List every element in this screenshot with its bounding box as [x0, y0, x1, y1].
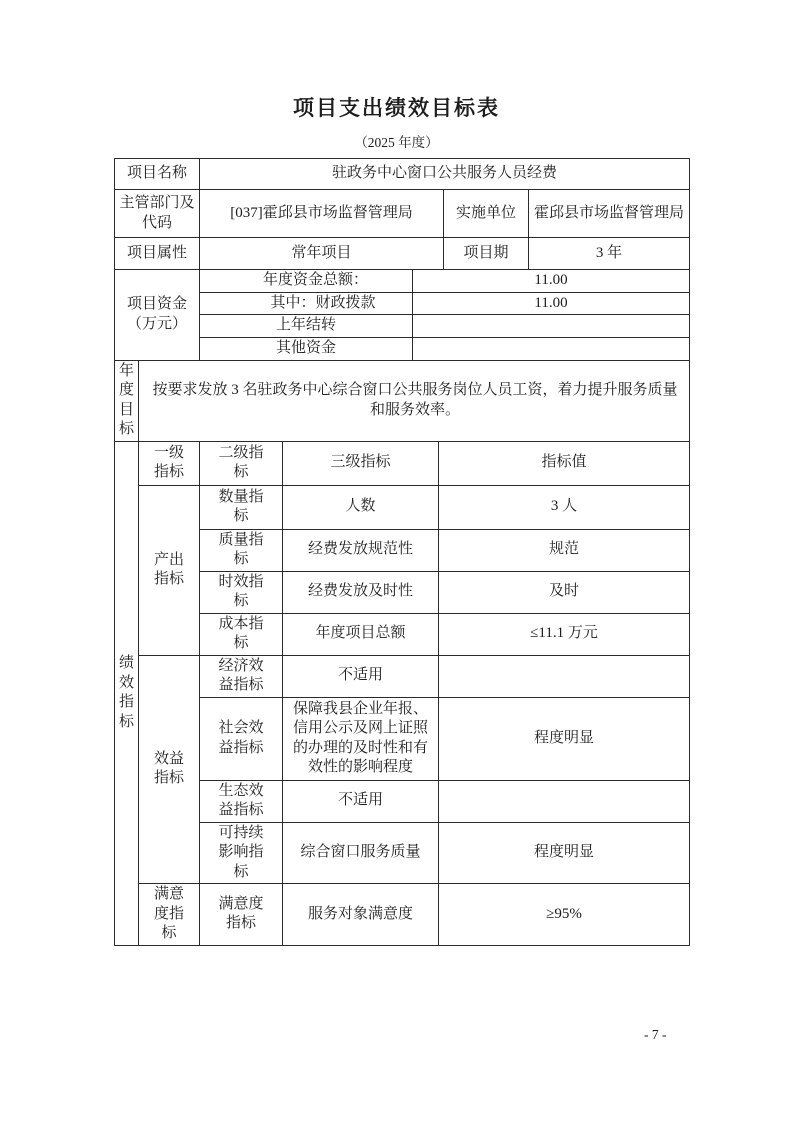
level2-cell: 质量指标 — [200, 529, 283, 571]
level3-cell: 保障我县企业年报、信用公示及网上证照的办理的及时性和有效性的影响程度 — [283, 697, 439, 780]
indicator-value-cell: ≥95% — [439, 884, 690, 946]
table-row — [115, 270, 690, 293]
funds-row-value: 11.00 — [413, 270, 690, 293]
attribute-value: 常年项目 — [200, 238, 444, 270]
header-value: 指标值 — [439, 441, 690, 485]
annual-goal-text: 按要求发放 3 名驻政务中心综合窗口公共服务岗位人员工资，着力提升服务质量和服务效率。 — [139, 360, 690, 441]
funds-row-name: 其他资金 — [200, 338, 413, 361]
level3-cell: 经费发放及时性 — [283, 571, 439, 613]
table-row — [115, 822, 690, 884]
table-row — [115, 529, 690, 571]
level2-cell: 可持续影响指标 — [200, 822, 283, 884]
indicator-value-cell: 程度明显 — [439, 697, 690, 780]
level2-cell: 成本指标 — [200, 613, 283, 655]
table-row — [115, 190, 690, 238]
header-level2: 二级指标 — [200, 441, 283, 485]
table-row — [115, 571, 690, 613]
project-name-label: 项目名称 — [115, 159, 200, 190]
table-row — [115, 315, 690, 338]
impl-unit-label: 实施单位 — [444, 190, 529, 238]
level3-cell: 服务对象满意度 — [283, 884, 439, 946]
project-name-value: 驻政务中心窗口公共服务人员经费 — [200, 159, 690, 190]
indicator-value-cell: 3 人 — [439, 485, 690, 529]
funds-row-name: 年度资金总额： — [200, 270, 413, 293]
level2-cell: 数量指标 — [200, 485, 283, 529]
level2-cell: 经济效益指标 — [200, 655, 283, 697]
table-row — [115, 338, 690, 361]
level2-cell: 社会效益指标 — [200, 697, 283, 780]
annual-goal-label: 年度目标 — [115, 360, 139, 441]
performance-label: 绩效指标 — [115, 441, 139, 945]
page-title: 项目支出绩效目标表 — [293, 96, 500, 120]
table-row — [115, 613, 690, 655]
table-row — [115, 655, 690, 697]
indicator-value-cell — [439, 655, 690, 697]
level3-cell: 经费发放规范性 — [283, 529, 439, 571]
level3-cell: 人数 — [283, 485, 439, 529]
dept-value: [037]霍邱县市场监督管理局 — [200, 190, 444, 238]
indicator-value-cell — [439, 780, 690, 822]
table-row — [115, 159, 690, 190]
funds-row-value: 11.00 — [413, 292, 690, 315]
level1-satisfaction: 满意度指标 — [139, 884, 200, 946]
period-value: 3 年 — [529, 238, 690, 270]
level3-cell: 综合窗口服务质量 — [283, 822, 439, 884]
table-row — [115, 292, 690, 315]
header-level3: 三级指标 — [283, 441, 439, 485]
indicator-value-cell: 程度明显 — [439, 822, 690, 884]
level2-cell: 时效指标 — [200, 571, 283, 613]
funds-label: 项目资金（万元） — [115, 270, 200, 361]
table-row — [115, 485, 690, 529]
table-row — [115, 884, 690, 946]
funds-row-name: 其中：财政拨款 — [200, 292, 413, 315]
level3-cell: 年度项目总额 — [283, 613, 439, 655]
impl-unit-value: 霍邱县市场监督管理局 — [529, 190, 690, 238]
level3-cell: 不适用 — [283, 780, 439, 822]
level1-benefit: 效益指标 — [139, 655, 200, 884]
performance-target-table — [114, 158, 690, 946]
indicator-value-cell: 及时 — [439, 571, 690, 613]
funds-row-value — [413, 315, 690, 338]
funds-row-name: 上年结转 — [200, 315, 413, 338]
table-row — [115, 441, 690, 485]
dept-label: 主管部门及代码 — [115, 190, 200, 238]
level1-output: 产出指标 — [139, 485, 200, 655]
page-subtitle: （2025 年度） — [354, 135, 439, 150]
attribute-label: 项目属性 — [115, 238, 200, 270]
level2-cell: 生态效益指标 — [200, 780, 283, 822]
funds-row-value — [413, 338, 690, 361]
table-row — [115, 780, 690, 822]
period-label: 项目期 — [444, 238, 529, 270]
table-row — [115, 697, 690, 780]
indicator-value-cell: ≤11.1 万元 — [439, 613, 690, 655]
indicator-value-cell: 规范 — [439, 529, 690, 571]
level3-cell: 不适用 — [283, 655, 439, 697]
table-row — [115, 238, 690, 270]
level2-cell: 满意度指标 — [200, 884, 283, 946]
header-level1: 一级指标 — [139, 441, 200, 485]
page-number: - 7 - — [644, 1027, 667, 1042]
table-row — [115, 360, 690, 441]
